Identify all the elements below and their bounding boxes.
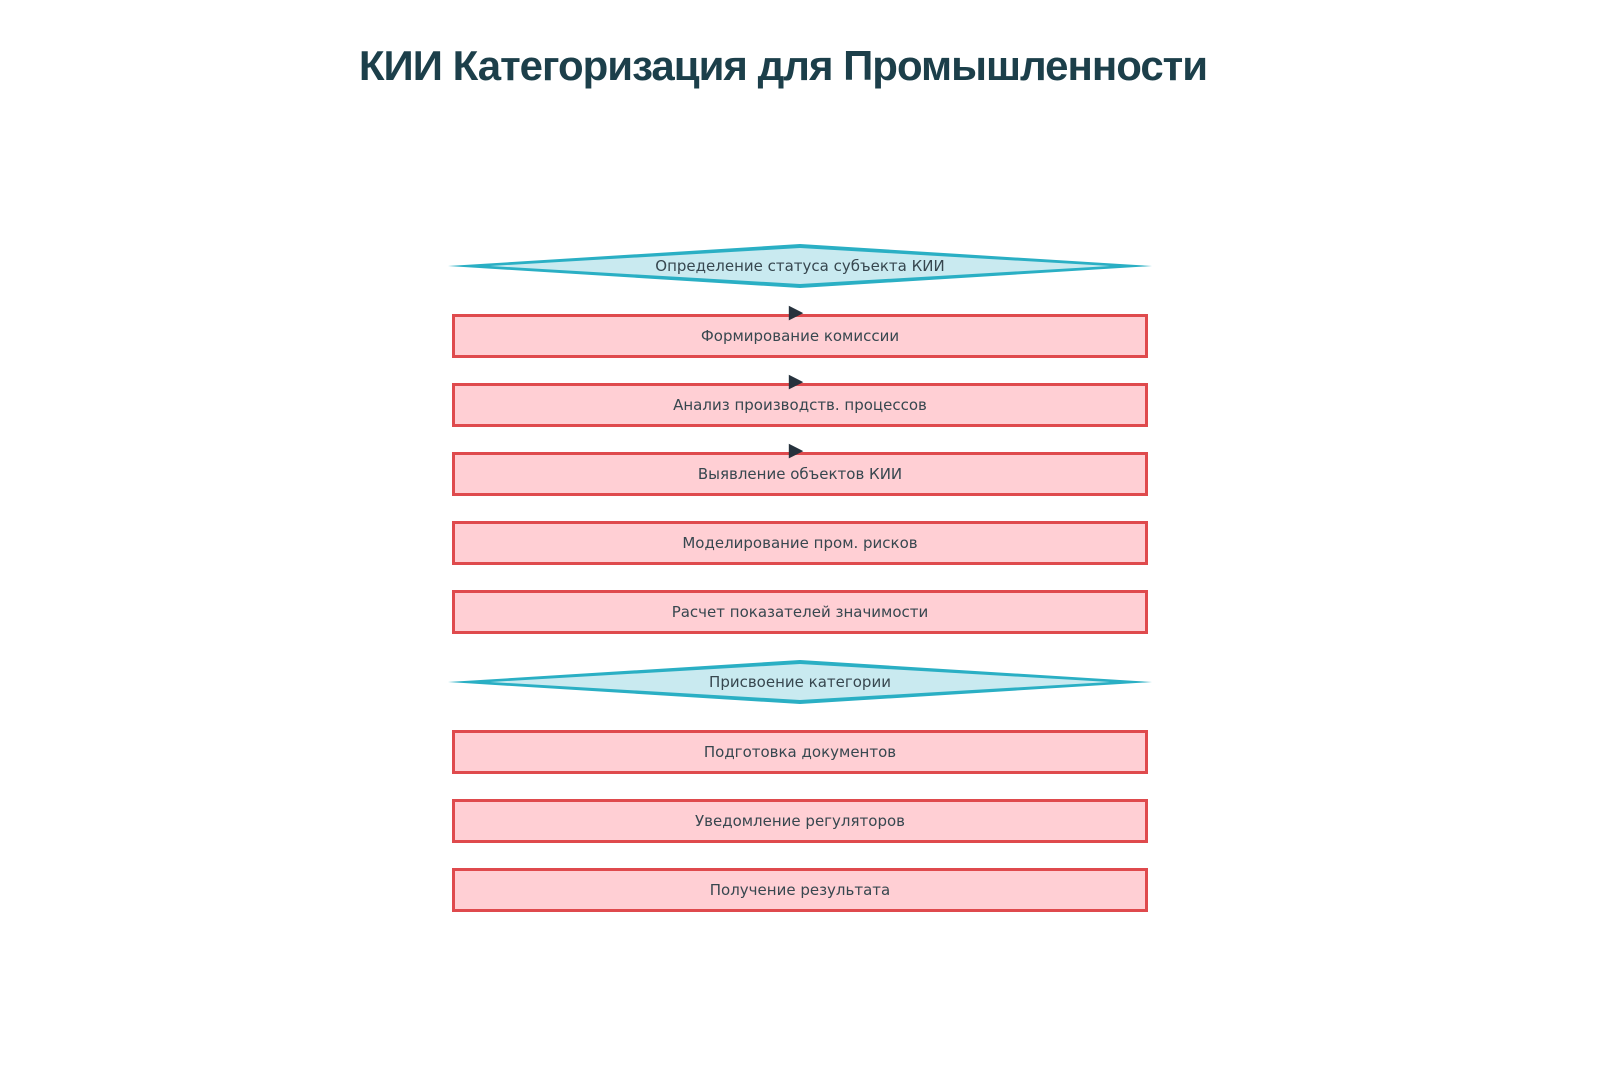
flow-node-process-analysis: [452, 370, 1148, 427]
flowchart: [448, 243, 1152, 912]
flow-node-process-result: [452, 868, 1148, 912]
flow-node-label: Расчет показателей значимости: [671, 603, 929, 621]
flow-arrow-icon: ▶: [788, 301, 804, 323]
flow-node-label: Присвоение категории: [709, 673, 891, 691]
flow-node-process-significance-calc: [452, 590, 1148, 634]
flow-node-process-commission: [452, 301, 1148, 358]
flow-node-label: Получение результата: [709, 881, 891, 899]
flow-node-process-documents: [452, 730, 1148, 774]
flow-arrow-icon: ▶: [788, 439, 804, 461]
flow-node-decision-category: [448, 659, 1152, 705]
flow-arrow-icon: ▶: [788, 370, 804, 392]
page-title: КИИ Категоризация для Промышленности: [358, 42, 1208, 89]
flow-node-label: Подготовка документов: [703, 743, 897, 761]
flow-node-process-risk-modeling: [452, 521, 1148, 565]
flow-node-label: Анализ производств. процессов: [673, 396, 927, 414]
flow-node-label: Моделирование пром. рисков: [682, 534, 918, 552]
flow-node-label: Выявление объектов КИИ: [697, 465, 903, 483]
flow-node-process-identification: [452, 439, 1148, 496]
flow-node-label: Формирование комиссии: [700, 327, 900, 345]
flow-node-label: Уведомление регуляторов: [694, 812, 905, 830]
flow-node-process-notification: [452, 799, 1148, 843]
flow-node-decision-status: [448, 243, 1152, 289]
flow-node-label: Определение статуса субъекта КИИ: [655, 257, 945, 275]
